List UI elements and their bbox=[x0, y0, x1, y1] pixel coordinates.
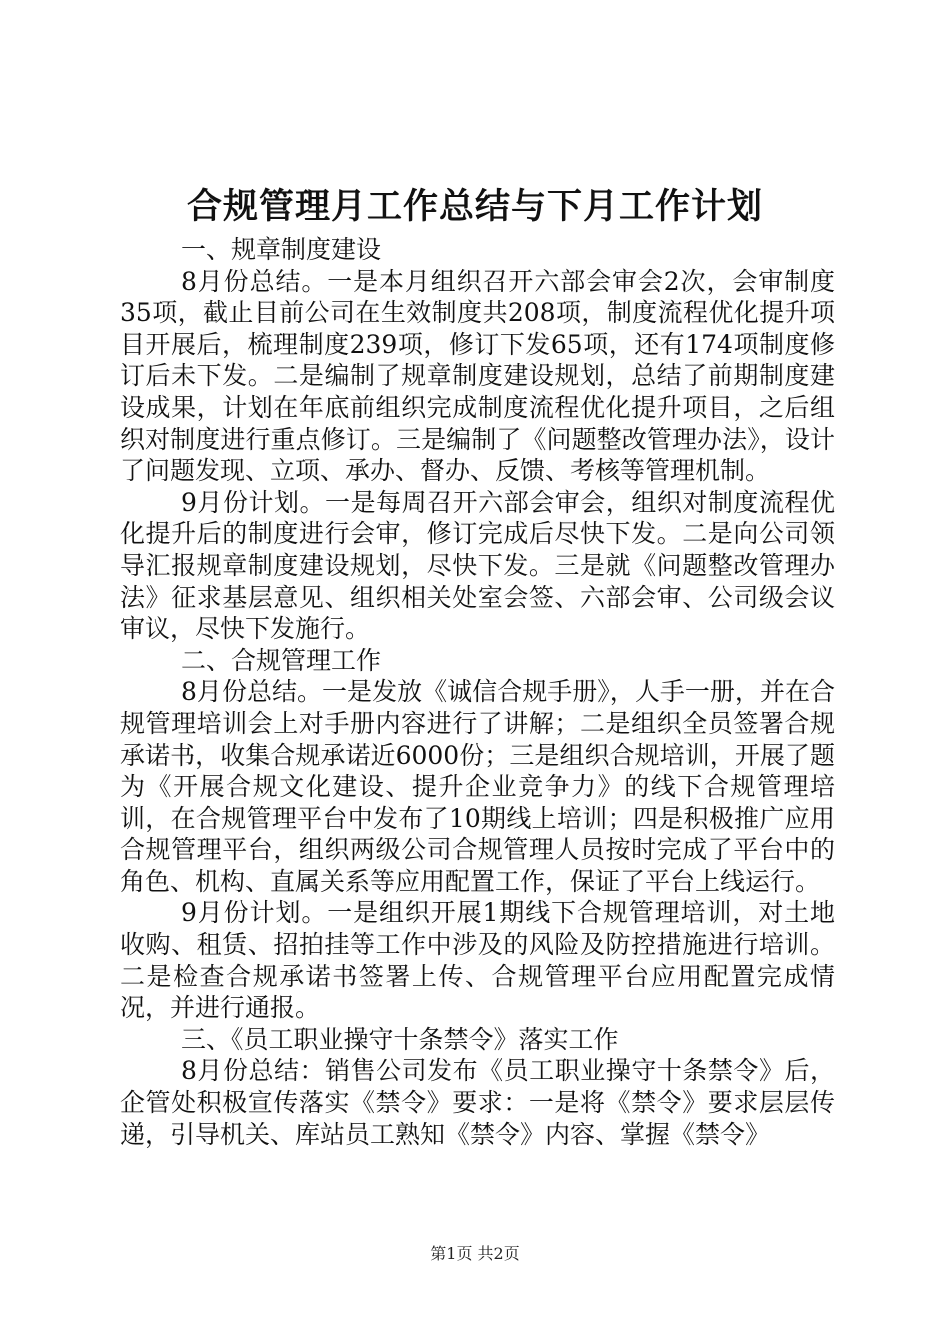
section-1-paragraph-2: 9月份计划。一是每周召开六部会审会，组织对制度流程优化提升后的制度进行会审，修订完成后尽快下发。二是向公司领导汇报规章制度建设规划，尽快下发。三是就《问题整改管理办法》征求基层意见、组织相关处室会签、六部会审、公司级会议审议，尽快下发施行。 bbox=[120, 487, 835, 644]
section-2-paragraph-1: 8月份总结。一是发放《诚信合规手册》，人手一册，并在合规管理培训会上对手册内容进行了讲解；二是组织全员签署合规承诺书，收集合规承诺近6000份；三是组织合规培训，开展了题为《开展合规文化建设、提升企业竞争力》的线下合规管理培训，在合规管理平台中发布了10期线上培训；四是积极推广应用合规管理平台，组织两级公司合规管理人员按时完成了平台中的角色、机构、直属关系等应用配置工作，保证了平台上线运行。 bbox=[120, 677, 835, 896]
section-heading-2: 二、合规管理工作 bbox=[181, 645, 382, 675]
section-heading-3: 三、《员工职业操守十条禁令》落实工作 bbox=[181, 1024, 619, 1054]
section-heading-1: 一、规章制度建设 bbox=[181, 235, 382, 264]
document-title: 合规管理月工作总结与下月工作计划 bbox=[186, 186, 763, 227]
section-3-paragraph-1: 8月份总结：销售公司发布《员工职业操守十条禁令》后，企管处积极宣传落实《禁令》要求：一是将《禁令》要求层层传递，引导机关、库站员工熟知《禁令》内容、掌握《禁令》 bbox=[120, 1056, 835, 1149]
page-number-footer: 第1页 共2页 bbox=[430, 1244, 520, 1263]
section-1-paragraph-1: 8月份总结。一是本月组织召开六部会审会2次，会审制度35项，截止目前公司在生效制度共208项，制度流程优化提升项目开展后，梳理制度239项，修订下发65项，还有174项制度修订后未下发。二是编制了规章制度建设规划，总结了前期制度建设成果，计划在年底前组织完成制度流程优化提升项目，之后组织对制度进行重点修订。三是编制了《问题整改管理办法》，设计了问题发现、立项、承办、督办、反馈、考核等管理机制。 bbox=[120, 266, 835, 486]
document-body bbox=[120, 234, 835, 1150]
section-2-paragraph-2: 9月份计划。一是组织开展1期线下合规管理培训，对土地收购、租赁、招拍挂等工作中涉及的风险及防控措施进行培训。二是检查合规承诺书签署上传、合规管理平台应用配置完成情况，并进行通报。 bbox=[120, 898, 835, 1023]
